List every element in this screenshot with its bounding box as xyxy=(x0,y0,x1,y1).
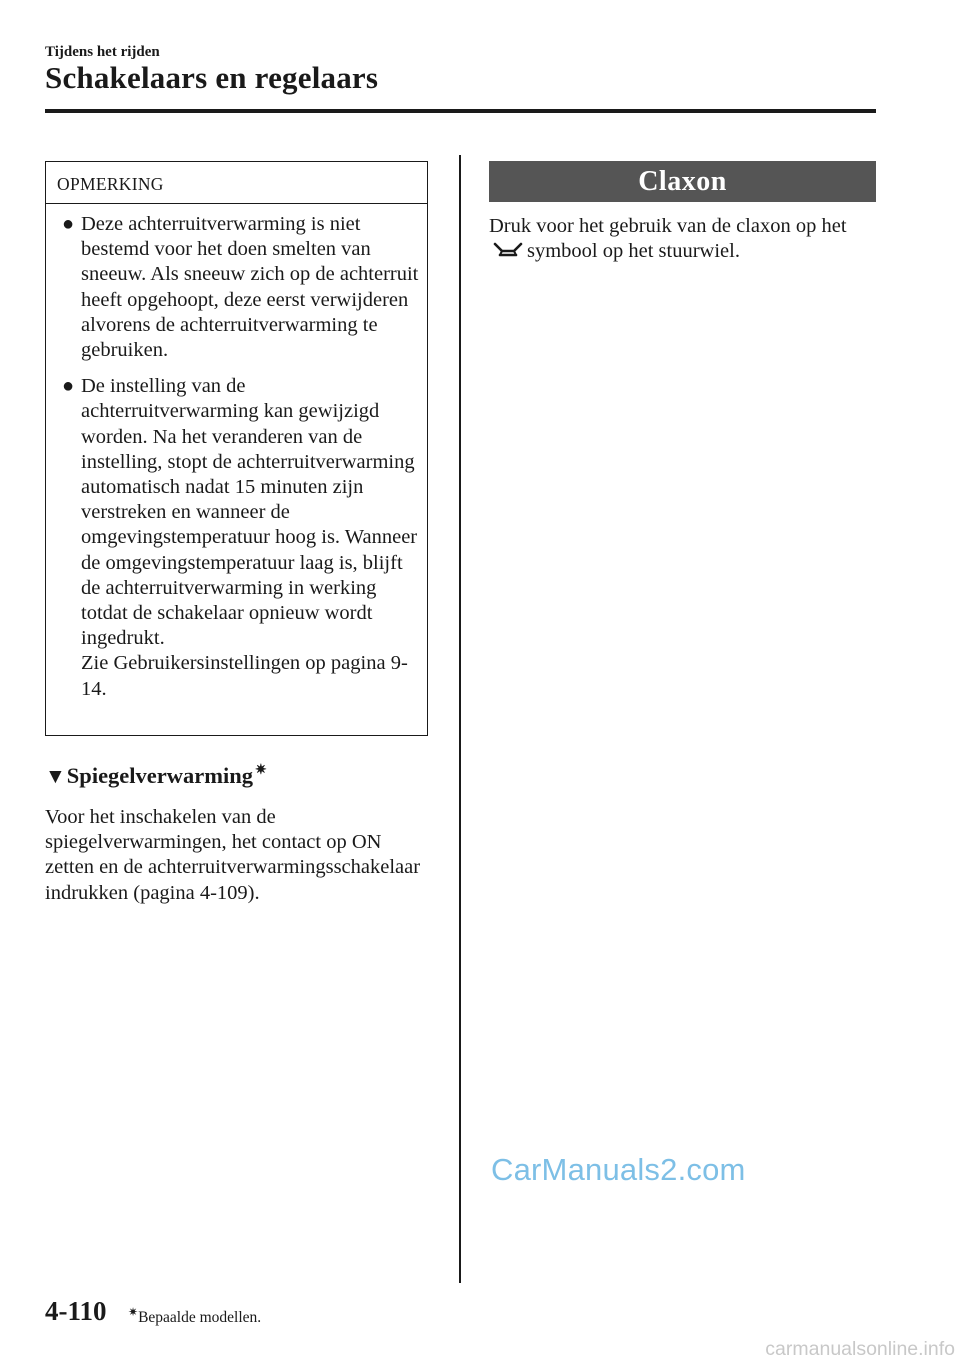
note-item xyxy=(46,374,427,702)
note-box xyxy=(45,161,428,736)
mirror-heading-text: Spiegelverwarming xyxy=(66,763,254,788)
page-number: 4-110 xyxy=(45,1296,107,1326)
note-item xyxy=(46,212,427,363)
claxon-text-after: symbool op het stuurwiel. xyxy=(527,240,740,263)
watermark-footer: carmanualsonline.info xyxy=(765,1338,955,1360)
claxon-heading: Claxon xyxy=(489,161,876,202)
section-label: Tijdens het rijden xyxy=(45,44,160,60)
page-title: Schakelaars en regelaars xyxy=(45,60,379,95)
claxon-text xyxy=(489,214,879,266)
mirror-text: Voor het inschakelen van de spiegelverwarmingen, het contact op ON zetten en de achterruitverwarmingsschakelaar indrukken (pagina 4-109). xyxy=(45,806,421,904)
footnote-text: Bepaalde modellen. xyxy=(138,1309,262,1326)
note-crossref: Zie Gebruikersinstellingen op pagina 9-14. xyxy=(81,652,408,700)
watermark-logo: CarManuals2.com xyxy=(491,1152,746,1187)
horn-icon xyxy=(493,241,523,266)
claxon-text-before: Druk voor het gebruik van de claxon op het xyxy=(489,215,847,237)
bullet-icon: ● xyxy=(62,213,75,235)
triangle-icon: ▼ xyxy=(45,764,66,788)
bullet-icon: ● xyxy=(62,375,75,398)
note-list xyxy=(46,204,427,702)
note-heading: OPMERKING xyxy=(46,162,427,204)
asterisk-icon: ✷ xyxy=(255,763,267,778)
mirror-heading xyxy=(45,762,267,789)
footnote xyxy=(128,1305,261,1327)
header-rule xyxy=(45,109,876,113)
note-item-text: De instelling van de achterruitverwarming kan gewijzigd worden. Na het veranderen van de instelling, stopt de achterruitverwarming automatisch nadat 15 minuten zijn verstreken en wanneer de omgevingstemperatuur hoog is. Wanneer de omgevingstemperatuur laag is, blijft de achterruitverwarming in werking totdat de schakelaar opnieuw wordt ingedrukt. xyxy=(81,375,418,650)
asterisk-icon: ✷ xyxy=(128,1305,139,1319)
column-divider xyxy=(459,155,461,1283)
note-item-text: Deze achterruitverwarming is niet bestemd voor het doen smelten van sneeuw. Als sneeuw zich op de achterruit heeft opgehoopt, deze eerst verwijderen alvorens de achterruitverwarming te gebruiken. xyxy=(81,213,419,362)
